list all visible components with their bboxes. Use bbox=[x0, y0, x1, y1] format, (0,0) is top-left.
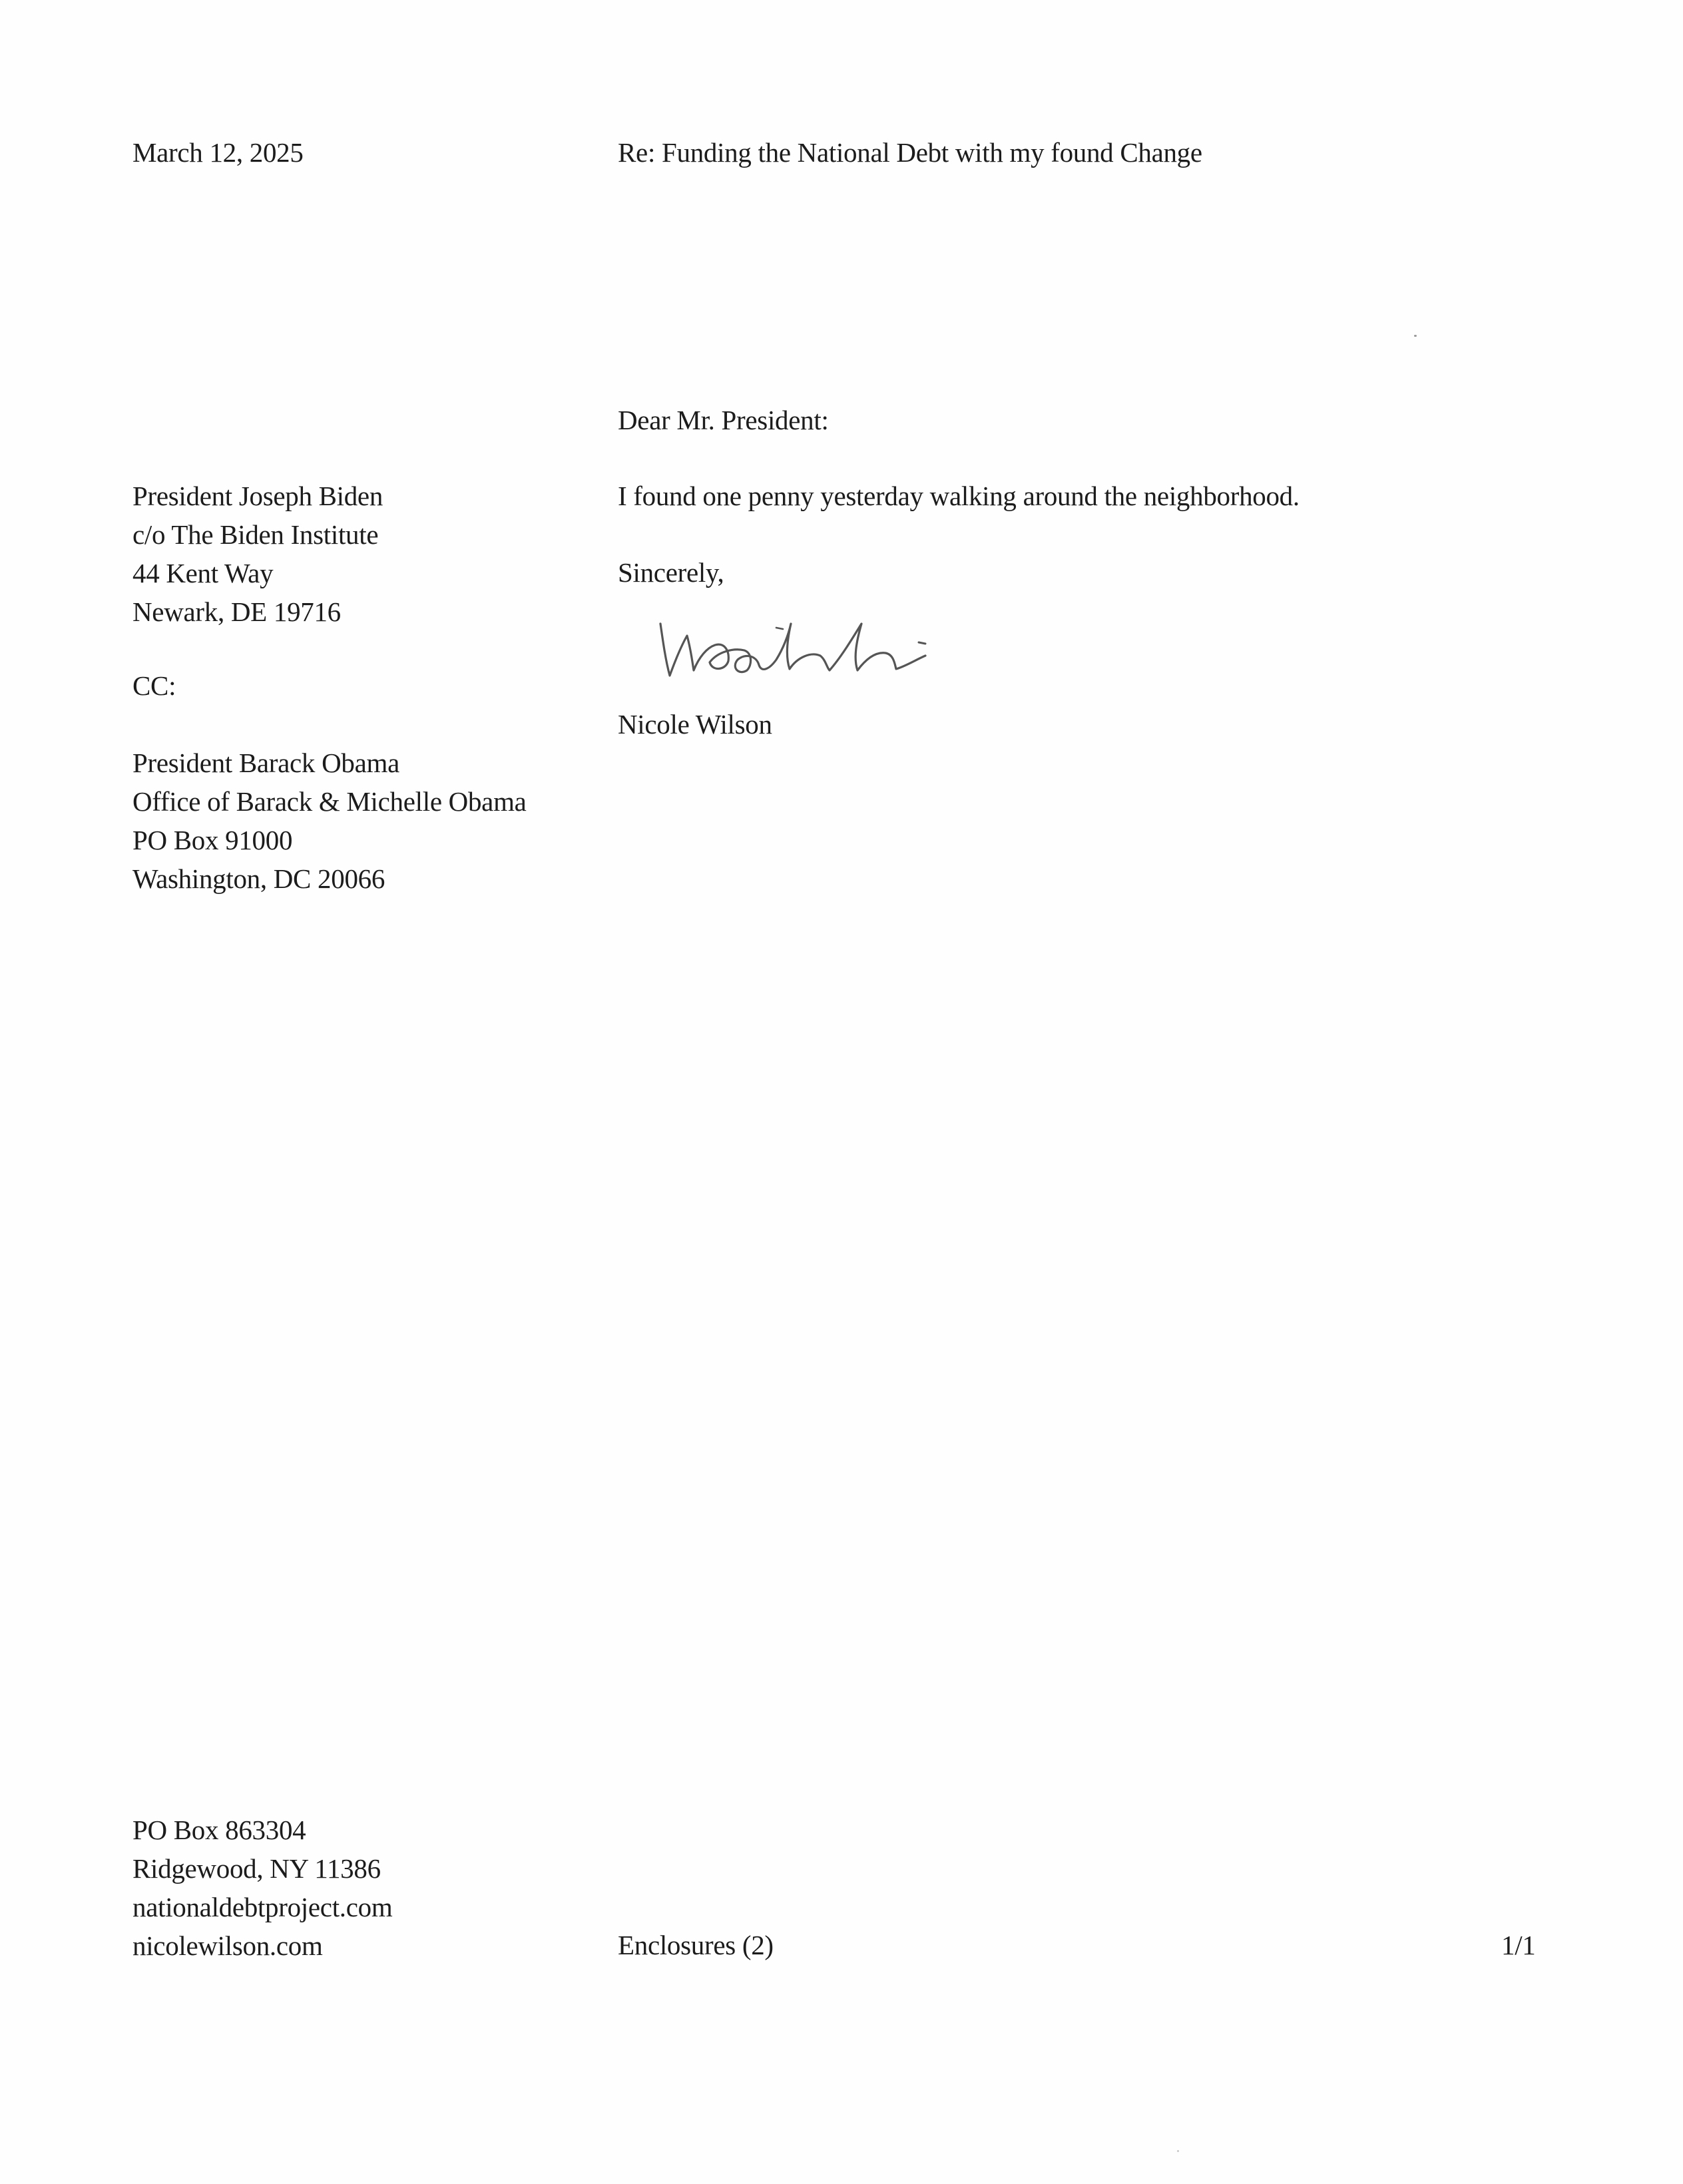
address-line: 44 Kent Way bbox=[132, 558, 274, 588]
address-line: President Barack Obama bbox=[132, 748, 399, 778]
cc-label: CC: bbox=[132, 670, 176, 701]
address-line: Office of Barack & Michelle Obama bbox=[132, 786, 527, 817]
address-line: PO Box 863304 bbox=[132, 1815, 306, 1845]
letter-date: March 12, 2025 bbox=[132, 137, 304, 168]
sender-address bbox=[132, 1811, 392, 1965]
address-line: President Joseph Biden bbox=[132, 481, 383, 511]
letter-subject: Re: Funding the National Debt with my found Change bbox=[618, 137, 1202, 168]
handwritten-signature bbox=[646, 609, 959, 696]
address-line: c/o The Biden Institute bbox=[132, 519, 379, 550]
signer-name: Nicole Wilson bbox=[618, 709, 772, 740]
scan-speck bbox=[1414, 335, 1417, 337]
scan-speck bbox=[1177, 2150, 1179, 2152]
website-line: nicolewilson.com bbox=[132, 1930, 323, 1961]
page-number: 1/1 bbox=[1501, 1930, 1536, 1960]
address-line: Newark, DE 19716 bbox=[132, 596, 341, 627]
recipient-address bbox=[132, 477, 383, 631]
cc-address bbox=[132, 744, 527, 898]
address-line: PO Box 91000 bbox=[132, 825, 293, 855]
address-line: Washington, DC 20066 bbox=[132, 863, 385, 894]
salutation: Dear Mr. President: bbox=[618, 405, 829, 435]
enclosures-note: Enclosures (2) bbox=[618, 1930, 774, 1960]
closing: Sincerely, bbox=[618, 557, 724, 588]
address-line: Ridgewood, NY 11386 bbox=[132, 1853, 381, 1884]
letter-body: I found one penny yesterday walking around the neighborhood. bbox=[618, 481, 1300, 511]
website-line: nationaldebtproject.com bbox=[132, 1892, 393, 1922]
